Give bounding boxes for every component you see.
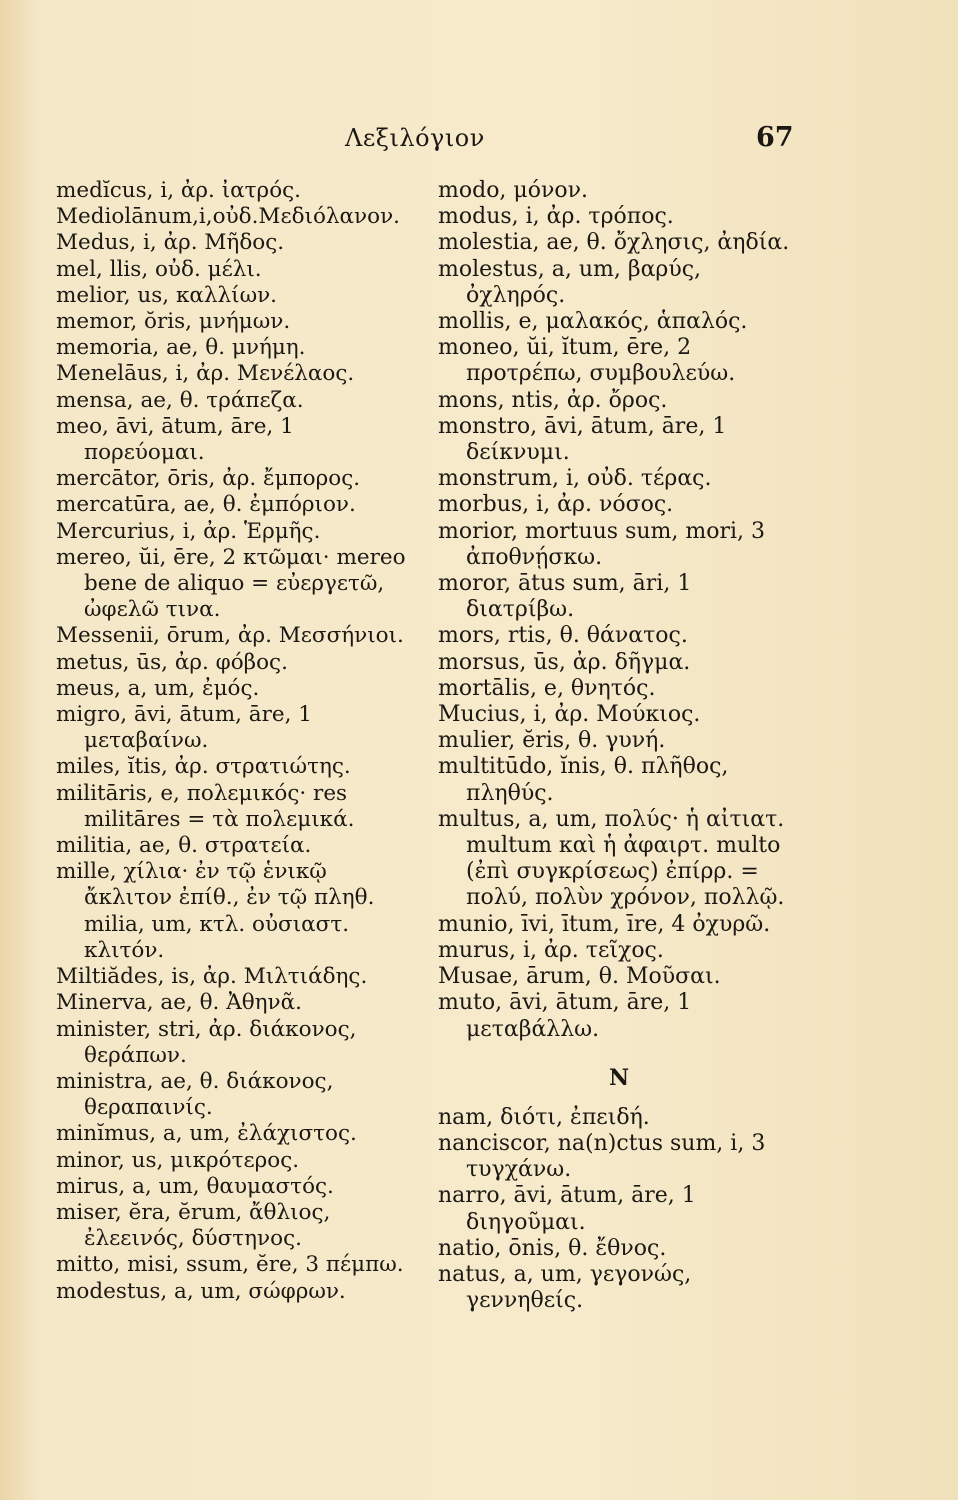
dictionary-entry: Menelāus, i, ἀρ. Μενέλαος. (56, 361, 355, 387)
dictionary-entry: Mercurius, i, ἀρ. Ἑρμῆς. (56, 518, 321, 544)
dictionary-entry: Mucius, i, ἀρ. Μούκιος. (438, 702, 701, 728)
running-title: Λεξιλόγιον (345, 124, 485, 152)
dictionary-entry: molestia, ae, θ. ὄχλησις, ἀηδία. (438, 230, 790, 256)
dictionary-entry: modus, i, ἀρ. τρόπος. (438, 204, 674, 230)
dictionary-entry: muto, āvi, ātum, āre, 1 μεταβάλλω. (438, 990, 692, 1042)
dictionary-entry: mel, llis, οὐδ. μέλι. (56, 256, 262, 282)
dictionary-entry: minor, us, μικρότερος. (56, 1147, 300, 1173)
dictionary-entry: mille, χίλια· ἐν τῷ ἑνικῷ ἄκλιτον ἐπίθ., ἐν τῷ πληθ. milia, um, κτλ. οὐσιαστ. κλιτόν. (56, 859, 375, 963)
dictionary-entry: Medus, i, ἀρ. Μῆδος. (56, 230, 285, 256)
dictionary-entry: natus, a, um, γεγονώς, γεννηθείς. (438, 1261, 692, 1314)
left-column (56, 178, 418, 1305)
dictionary-entry: mortālis, e, θνητός. (438, 675, 656, 701)
dictionary-entry: ministra, ae, θ. διάκονος, θεραπαινίς. (56, 1068, 334, 1121)
page-header (0, 118, 958, 158)
dictionary-entry: medĭcus, i, ἀρ. ἰατρός. (56, 178, 302, 203)
dictionary-entry: modestus, a, um, σώφρων. (56, 1278, 346, 1304)
dictionary-entry: morbus, i, ἀρ. νόσος. (438, 492, 674, 518)
dictionary-entry: meus, a, um, ἐμός. (56, 675, 260, 701)
dictionary-entry: melior, us, καλλίων. (56, 282, 278, 308)
dictionary-entry: Miltiădes, is, ἀρ. Μιλτιάδης. (56, 964, 368, 990)
dictionary-entry: Mediolānum,i,οὐδ.Μεδιόλανον. (56, 204, 400, 230)
dictionary-entry: mollis, e, μαλακός, ἁπαλός. (438, 309, 748, 335)
dictionary-entry: narro, āvi, ātum, āre, 1 διηγοῦμαι. (438, 1183, 696, 1235)
dictionary-entry: nam, διότι, ἐπειδή. (438, 1104, 650, 1130)
dictionary-entry: meo, āvi, ātum, āre, 1 πορεύομαι. (56, 413, 294, 466)
dictionary-entry: mors, rtis, θ. θάνατος. (438, 623, 688, 649)
dictionary-entry: memoria, ae, θ. μνήμη. (56, 335, 306, 361)
dictionary-entry: mitto, misi, ssum, ĕre, 3 πέμπω. (56, 1252, 404, 1278)
dictionary-entry: murus, i, ἀρ. τεῖχος. (438, 937, 664, 963)
dictionary-entry: mirus, a, um, θαυμαστός. (56, 1173, 334, 1199)
dictionary-entry: minĭmus, a, um, ἐλάχιστος. (56, 1121, 357, 1147)
dictionary-entry: mercātor, ōris, ἀρ. ἔμπορος. (56, 466, 361, 492)
right-column (438, 178, 800, 1314)
dictionary-entry: modo, μόνον. (438, 178, 588, 203)
dictionary-entry: miles, ĭtis, ἀρ. στρατιώτης. (56, 754, 351, 780)
dictionary-entry: monstrum, i, οὐδ. τέρας. (438, 466, 712, 492)
section-letter-heading: N (608, 1064, 630, 1091)
dictionary-entry: moneo, ŭi, ĭtum, ēre, 2 προτρέπω, συμβουλεύω. (438, 335, 736, 387)
dictionary-entry: migro, āvi, ātum, āre, 1 μεταβαίνω. (56, 702, 312, 754)
dictionary-entry: Messenii, ōrum, ἀρ. Μεσσήνιοι. (56, 623, 404, 649)
dictionary-entry: moror, ātus sum, āri, 1 διατρίβω. (438, 571, 692, 623)
dictionary-entry: mensa, ae, θ. τράπεζα. (56, 387, 304, 413)
dictionary-entry: mulier, ĕris, θ. γυνή. (438, 728, 666, 754)
dictionary-entry: natio, ōnis, θ. ἔθνος. (438, 1235, 667, 1261)
dictionary-entry: militāris, e, πολεμικός· res militāres = τὰ πολεμικά. (56, 780, 355, 832)
dictionary-entry: militia, ae, θ. στρατεία. (56, 833, 312, 859)
dictionary-entry: metus, ūs, ἀρ. φόβος. (56, 649, 288, 675)
dictionary-entry: minister, stri, ἀρ. διάκονος, θεράπων. (56, 1016, 357, 1068)
dictionary-entry: multus, a, um, πολύς· ἡ αἰτιατ. multum καὶ ἡ ἀφαιρτ. multo (ἐπὶ συγκρίσεως) ἐπίρρ. = πολύ, πολὺν χρόνον, πολλῷ. (438, 806, 785, 911)
dictionary-entry: morior, mortuus sum, mori, 3 ἀποθνῄσκω. (438, 518, 766, 570)
dictionary-entry: morsus, ūs, ἀρ. δῆγμα. (438, 649, 691, 675)
dictionary-entry: mercatūra, ae, θ. ἐμπόριον. (56, 492, 356, 518)
dictionary-entry: mons, ntis, ἀρ. ὄρος. (438, 387, 668, 413)
dictionary-entry: Minerva, ae, θ. Ἀθηνᾶ. (56, 990, 302, 1016)
dictionary-entry: monstro, āvi, ātum, āre, 1 δείκνυμι. (438, 413, 727, 466)
dictionary-entry: nanciscor, na(n)ctus sum, i, 3 τυγχάνω. (438, 1130, 766, 1183)
dictionary-entry: mereo, ŭi, ēre, 2 κτῶμαι· mereo bene de aliquo = εὐεργετῶ, ὠφελῶ τινα. (56, 544, 406, 623)
dictionary-entry: miser, ĕra, ĕrum, ἄθλιος, ἐλεεινός, δύστηνος. (56, 1199, 331, 1252)
page-number: 67 (756, 122, 794, 153)
dictionary-entry: munio, īvi, ītum, īre, 4 ὀχυρῶ. (438, 911, 771, 937)
dictionary-entry: Musae, ārum, θ. Μοῦσαι. (438, 964, 721, 990)
dictionary-entry: molestus, a, um, βαρύς, ὀχληρός. (438, 256, 702, 308)
dictionary-entry: memor, ŏris, μνήμων. (56, 309, 291, 335)
dictionary-entry: multitūdo, ĭnis, θ. πλῆθος, πληθύς. (438, 754, 729, 806)
